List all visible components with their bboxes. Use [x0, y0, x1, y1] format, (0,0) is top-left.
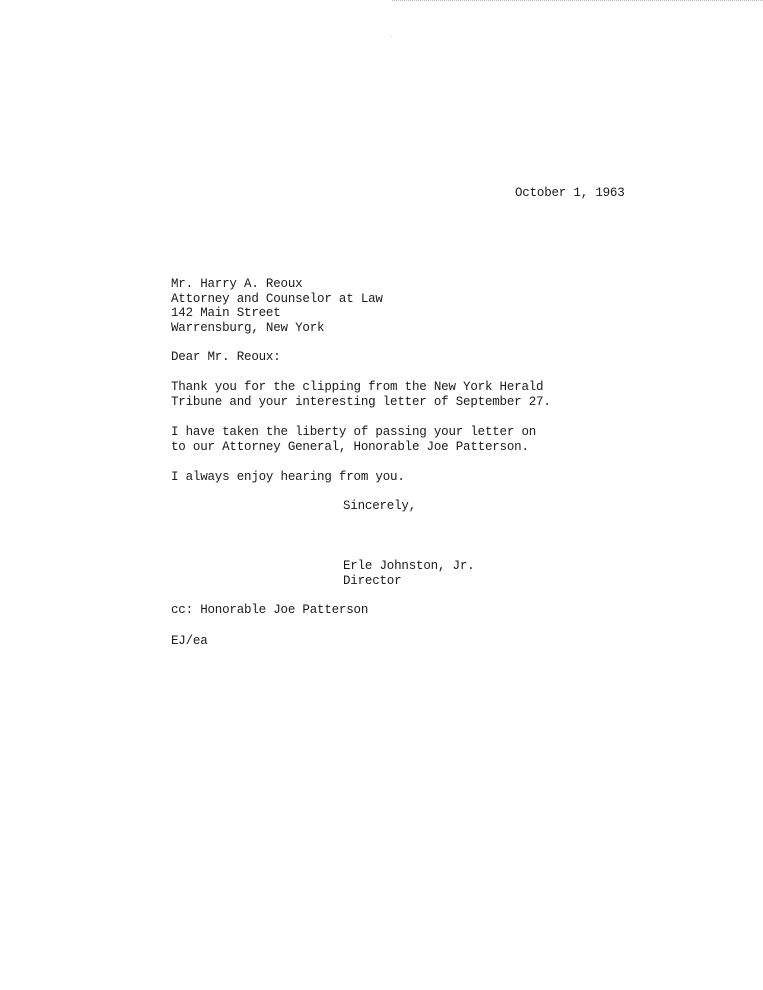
recipient-street: 142 Main Street [171, 306, 281, 320]
signer-name: Erle Johnston, Jr. [343, 559, 475, 573]
paragraph-2-line-2: to our Attorney General, Honorable Joe Patterson. [171, 440, 529, 454]
paragraph-2-line-1: I have taken the liberty of passing your letter on [171, 425, 537, 439]
letter-date: October 1, 1963 [515, 186, 625, 200]
salutation: Dear Mr. Reoux: [171, 350, 281, 364]
typist-initials: EJ/ea [171, 634, 208, 648]
paragraph-1-line-2: Tribune and your interesting letter of September 27. [171, 395, 551, 409]
signer-title: Director [343, 574, 402, 588]
recipient-city: Warrensburg, New York [171, 321, 325, 335]
cc-line: cc: Honorable Joe Patterson [171, 603, 369, 617]
paragraph-3-line-1: I always enjoy hearing from you. [171, 470, 405, 484]
closing: Sincerely, [343, 499, 417, 513]
recipient-name: Mr. Harry A. Reoux [171, 277, 303, 291]
top-edge-rule [392, 0, 763, 3]
recipient-title: Attorney and Counselor at Law [171, 292, 383, 306]
paragraph-1-line-1: Thank you for the clipping from the New York Herald [171, 380, 544, 394]
paper-speck [391, 36, 392, 37]
